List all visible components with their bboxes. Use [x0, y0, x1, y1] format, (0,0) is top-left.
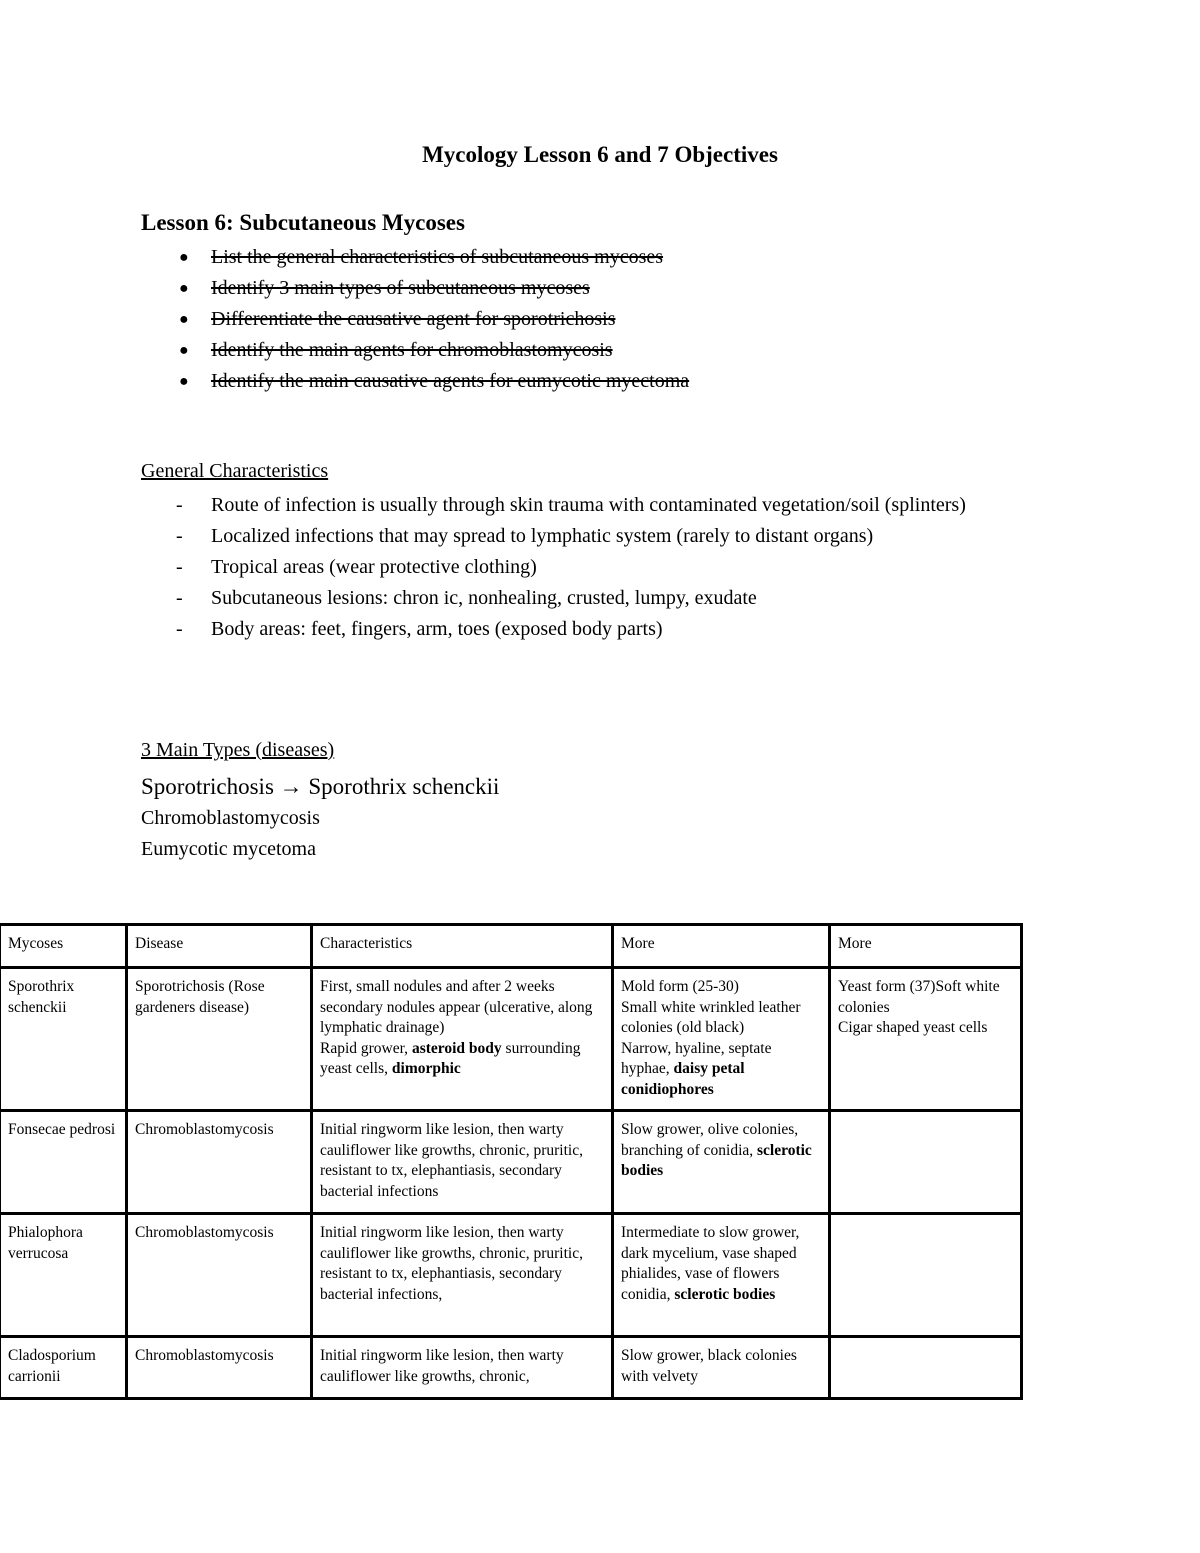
cell-more: Yeast form (37)Soft white colonies Cigar shaped yeast cells	[830, 968, 1022, 1111]
dash-icon: -	[176, 525, 183, 547]
cell-disease: Sporotrichosis (Rose gardeners disease)	[127, 968, 312, 1111]
type-sporotrichosis: Sporotrichosis → Sporothrix schenckii	[141, 774, 500, 799]
bullet-icon: ●	[179, 311, 189, 328]
cell-characteristics: Initial ringworm like lesion, then warty cauliflower like growths, chronic, pruritic, resistant to tx, elephantiasis, secondary bacterial infections	[312, 1111, 613, 1214]
characteristic-item: - Subcutaneous lesions: chron ic, nonhealing, crusted, lumpy, exudate	[141, 583, 1021, 614]
header-characteristics: Characteristics	[312, 925, 613, 968]
characteristic-item: - Route of infection is usually through skin trauma with contaminated vegetation/soil (splinters)	[141, 490, 1021, 521]
general-characteristics-heading: General Characteristics	[141, 460, 329, 482]
cell-characteristics: Initial ringworm like lesion, then warty cauliflower like growths, chronic, pruritic, resistant to tx, elephantiasis, secondary bacterial infections,	[312, 1214, 613, 1337]
cell-more: Slow grower, olive colonies, branching of conidia, sclerotic bodies	[613, 1111, 830, 1214]
bullet-icon: ●	[179, 249, 189, 266]
cell-more	[830, 1214, 1022, 1337]
lesson6-heading: Lesson 6: Subcutaneous Mycoses	[141, 210, 465, 235]
bullet-icon: ●	[179, 373, 189, 390]
bullet-icon: ●	[179, 280, 189, 297]
mycoses-table	[0, 923, 1023, 1400]
cell-more	[830, 1337, 1022, 1399]
table-row	[0, 1214, 1022, 1337]
main-types-heading: 3 Main Types (diseases)	[141, 739, 335, 761]
cell-more: Intermediate to slow grower, dark mycelium, vase shaped phialides, vase of flowers conidia, sclerotic bodies	[613, 1214, 830, 1337]
cell-disease: Chromoblastomycosis	[127, 1214, 312, 1337]
header-mycoses: Mycoses	[0, 925, 127, 968]
dash-icon: -	[176, 494, 183, 516]
cell-characteristics: Initial ringworm like lesion, then warty cauliflower like growths, chronic,	[312, 1337, 613, 1399]
characteristic-item: - Body areas: feet, fingers, arm, toes (exposed body parts)	[141, 614, 1021, 645]
table-row	[0, 1337, 1022, 1399]
cell-characteristics: First, small nodules and after 2 weeks secondary nodules appear (ulcerative, along lymphatic drainage) Rapid grower, asteroid body surrounding yeast cells, dimorphic	[312, 968, 613, 1111]
cell-more	[830, 1111, 1022, 1214]
cell-mycoses: Sporothrix schenckii	[0, 968, 127, 1111]
cell-mycoses: Fonsecae pedrosi	[0, 1111, 127, 1214]
characteristic-item: - Localized infections that may spread to lymphatic system (rarely to distant organs)	[141, 521, 1021, 552]
cell-more: Mold form (25-30) Small white wrinkled leather colonies (old black) Narrow, hyaline, septate hyphae, daisy petal conidiophores	[613, 968, 830, 1111]
dash-icon: -	[176, 587, 183, 609]
cell-more: Slow grower, black colonies with velvety	[613, 1337, 830, 1399]
header-more: More	[613, 925, 830, 968]
characteristic-item: - Tropical areas (wear protective clothing)	[141, 552, 1021, 583]
bullet-icon: ●	[179, 342, 189, 359]
objective-item: ● Differentiate the causative agent for sporotrichosis	[141, 304, 689, 335]
objectives-list	[141, 242, 689, 397]
dash-icon: -	[176, 618, 183, 640]
cell-mycoses: Phialophora verrucosa	[0, 1214, 127, 1337]
header-more: More	[830, 925, 1022, 968]
table-row	[0, 1111, 1022, 1214]
main-types-list	[141, 770, 499, 865]
type-eumycotic-mycetoma: Eumycotic mycetoma	[141, 838, 316, 860]
table-header-row	[0, 925, 1022, 968]
document-title: Mycology Lesson 6 and 7 Objectives	[422, 142, 778, 167]
objective-item: ● Identify the main causative agents for eumycotic myectoma	[141, 366, 689, 397]
general-characteristics-list	[141, 490, 1021, 645]
type-chromoblastomycosis: Chromoblastomycosis	[141, 807, 320, 829]
cell-mycoses: Cladosporium carrionii	[0, 1337, 127, 1399]
cell-disease: Chromoblastomycosis	[127, 1337, 312, 1399]
objective-item: ● Identify the main agents for chromoblastomycosis	[141, 335, 689, 366]
cell-disease: Chromoblastomycosis	[127, 1111, 312, 1214]
header-disease: Disease	[127, 925, 312, 968]
objective-item: ● List the general characteristics of subcutaneous mycoses	[141, 242, 689, 273]
dash-icon: -	[176, 556, 183, 578]
objective-item: ● Identify 3 main types of subcutaneous mycoses	[141, 273, 689, 304]
table-row	[0, 968, 1022, 1111]
